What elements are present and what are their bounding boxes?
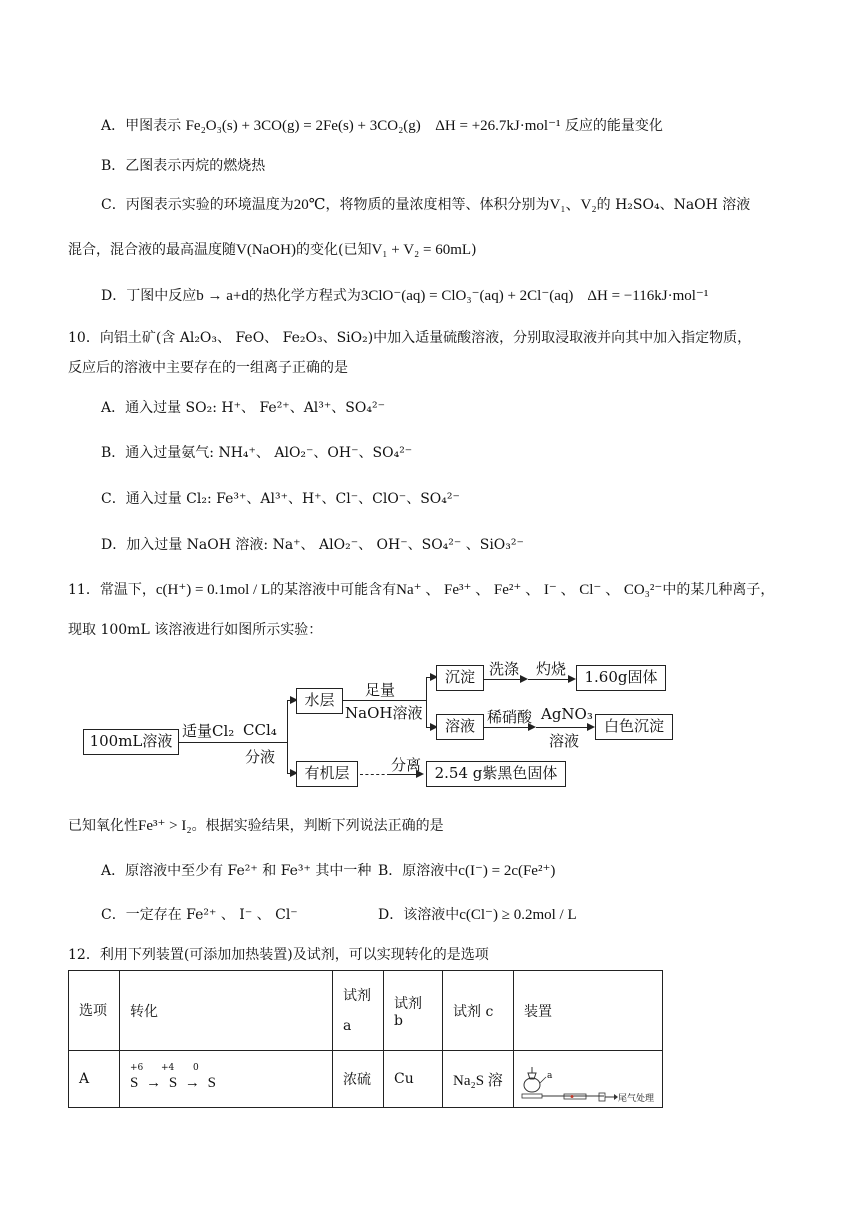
q10-option-a: A．通入过量 SO₂: H⁺、 Fe²⁺、Al³⁺、SO₄²⁻	[101, 400, 385, 416]
q9-a-post: 反应的能量变化	[564, 118, 663, 134]
flow-line-mid	[237, 742, 287, 743]
flow-arrow-water	[287, 700, 296, 701]
flow-arrow-burn	[528, 679, 574, 680]
q11-stem-mid: 的某溶液中可能含有	[270, 582, 397, 598]
q9-a-equation: Fe₂O₃(s) + 3CO(g) = 2Fe(s) + 3CO₂(g)	[185, 118, 421, 134]
q11-known	[68, 816, 444, 836]
q9-a-enthalpy: ΔH = +26.7kJ·mol⁻¹	[435, 118, 561, 134]
row-a-reagent-a: 浓硫	[333, 1051, 384, 1108]
apparatus-drawing	[514, 1051, 662, 1107]
q10-stem-line2: 反应后的溶液中主要存在的一组离子正确的是	[68, 360, 348, 376]
flow-arrow-precip	[426, 677, 436, 678]
flow-arrow-hno3	[484, 727, 534, 728]
flow-arrow-agno3	[536, 727, 593, 728]
flow-solid1-box: 1.60g固体	[576, 665, 666, 691]
flow-line-start	[179, 742, 237, 743]
q11-option-a: A．原溶液中至少有 Fe²⁺ 和 Fe³⁺ 其中一种	[101, 863, 372, 879]
q11-known-eq: Fe³⁺ > I₂	[138, 818, 192, 834]
flow-precip-box: 沉淀	[436, 665, 484, 691]
flow-solution-box: 溶液	[436, 714, 484, 740]
row-a-option: A	[69, 1051, 120, 1108]
q9-c-pre: C．丙图表示实验的环境温度为	[101, 197, 294, 213]
flow-organic-box: 有机层	[296, 761, 358, 787]
header-conversion: 转化	[120, 971, 333, 1051]
q9-c-post: 的 H₂SO₄、NaOH 溶液	[596, 197, 751, 213]
q11-b-pre: B．原溶液中	[378, 863, 459, 879]
header-apparatus: 装置	[514, 971, 663, 1051]
q11-b-eq: c(I⁻) = 2c(Fe²⁺)	[458, 863, 556, 879]
q11-option-d	[378, 905, 577, 925]
row-a-reagent-c: Na₂S 溶	[443, 1051, 514, 1108]
flow-branch-vline-1	[287, 700, 288, 773]
q9-c2-vnaoh: V(NaOH)	[236, 242, 296, 258]
ox-state-3: 0	[193, 1063, 199, 1073]
q9-c2-pre: 混合，混合液的最高温度随	[68, 242, 236, 258]
q11-stem-line2: 现取 100mL 该溶液进行如图所示实验：	[68, 622, 323, 638]
flow-water-box: 水层	[296, 688, 343, 714]
flow-line-water	[343, 700, 426, 701]
q9-c2-mid: 的变化(已知	[295, 242, 372, 258]
row-a-reagent-b: Cu	[384, 1051, 443, 1108]
q11-known-post: 。根据实验结果，判断下列说法正确的是	[191, 818, 444, 834]
flow-label-agno3-bottom: 溶液	[549, 732, 580, 750]
flow-arrow-solution	[426, 727, 436, 728]
q11-stem-eq: c(H⁺) = 0.1mol / L	[155, 582, 271, 598]
q11-stem-pre: 11．常温下，	[68, 582, 156, 598]
header-reagent-c: 试剂 c	[443, 971, 514, 1051]
q11-stem-post: 中的某几种离子，	[662, 582, 775, 598]
q10-stem-line1: 10．向铝土矿(含 Al₂O₃、 FeO、 Fe₂O₃、SiO₂)中加入适量硫酸溶液，分别取浸取液并向其中加入指定物质，	[68, 330, 752, 346]
header-option: 选项	[69, 971, 120, 1051]
q10-option-d: D．加入过量 NaOH 溶液: Na⁺、 AlO₂⁻、 OH⁻、SO₄²⁻ 、SiO₃²⁻	[101, 537, 524, 553]
q10-option-c: C．通入过量 Cl₂: Fe³⁺、Al³⁺、H⁺、Cl⁻、ClO⁻、SO₄²⁻	[101, 491, 460, 507]
q9-d-enthalpy: ΔH = −116kJ·mol⁻¹	[587, 288, 709, 304]
q9-d-mid: 的热化学方程式为	[248, 288, 361, 304]
q11-d-pre: D．该溶液中	[378, 907, 460, 923]
row-a-conversion	[120, 1051, 333, 1108]
flow-arrow-wash	[484, 679, 526, 680]
q11-option-b	[378, 861, 555, 881]
q9-d-pre: D．丁图中反应	[101, 288, 197, 304]
q9-option-d	[101, 286, 708, 306]
q10-option-b: B．通入过量氨气: NH₄⁺、 AlO₂⁻、OH⁻、SO₄²⁻	[101, 445, 413, 461]
ox-state-2: +4	[161, 1063, 175, 1073]
flow-branch-vline-2	[426, 677, 427, 727]
header-reagent-b: 试剂 b	[384, 971, 443, 1051]
flow-label-wash: 洗涤	[489, 660, 520, 678]
q9-option-c-line2	[68, 240, 477, 260]
flow-dash-organic	[360, 774, 390, 775]
flow-label-separate: 分离	[391, 756, 422, 774]
table-header-row	[69, 971, 663, 1051]
table-row	[69, 1051, 663, 1108]
row-a-apparatus	[514, 1051, 663, 1108]
q12-table	[68, 970, 663, 1108]
q9-c-volumes: V₁、V₂	[549, 197, 597, 213]
flow-label-naoh-bottom: NaOH溶液	[345, 704, 423, 722]
flow-label-ccl4: CCl₄	[243, 721, 277, 739]
q11-option-c: C．一定存在 Fe²⁺ 、 I⁻ 、 Cl⁻	[101, 907, 298, 923]
flow-white-box: 白色沉淀	[595, 714, 673, 740]
q9-c2-eq: V₁ + V₂ = 60mL	[371, 242, 472, 258]
flow-label-cl2: 适量Cl₂	[182, 722, 235, 740]
q9-d-rxn: b → a+d	[196, 288, 249, 304]
q9-option-b: B．乙图表示丙烷的燃烧热	[101, 158, 266, 174]
flow-label-burn: 灼烧	[536, 660, 567, 678]
header-reagent-a: 试剂a	[333, 971, 384, 1051]
ox-state-1: +6	[130, 1063, 144, 1073]
flow-label-agno3-top: AgNO₃	[541, 705, 593, 723]
q11-stem-line1	[68, 580, 774, 600]
flow-arrow-organic	[287, 773, 296, 774]
apparatus-label-tail: 尾气处理	[618, 1094, 655, 1104]
flow-label-hno3: 稀硝酸	[487, 708, 533, 726]
q9-option-a	[101, 116, 663, 136]
flow-solid2-box: 2.54 g紫黑色固体	[426, 761, 566, 787]
q9-a-pre: A．甲图表示	[101, 118, 182, 134]
conversion-formula: S → S → S	[130, 1075, 217, 1091]
q9-c-temp: 20℃	[293, 197, 326, 213]
q12-stem: 12．利用下列装置(可添加加热装置)及试剂，可以实现转化的是选项	[68, 947, 489, 963]
q11-d-eq: c(Cl⁻) ≥ 0.2mol / L	[459, 907, 577, 923]
q9-d-eq: 3ClO⁻(aq) = ClO₃⁻(aq) + 2Cl⁻(aq)	[360, 288, 574, 304]
q11-stem-ions: Na⁺ 、 Fe³⁺ 、 Fe²⁺ 、 I⁻ 、 Cl⁻ 、 CO₃²⁻	[396, 582, 663, 598]
flow-label-fenye: 分液	[245, 748, 276, 766]
flow-start-box: 100mL溶液	[83, 729, 179, 755]
q9-c2-post: )	[471, 242, 477, 258]
q11-known-pre: 已知氧化性	[68, 818, 138, 834]
q9-option-c-line1	[101, 195, 750, 215]
q9-c-mid: ，将物质的量浓度相等、体积分别为	[325, 197, 550, 213]
apparatus-label-a: a	[547, 1071, 553, 1081]
flow-label-naoh-top: 足量	[365, 681, 396, 699]
